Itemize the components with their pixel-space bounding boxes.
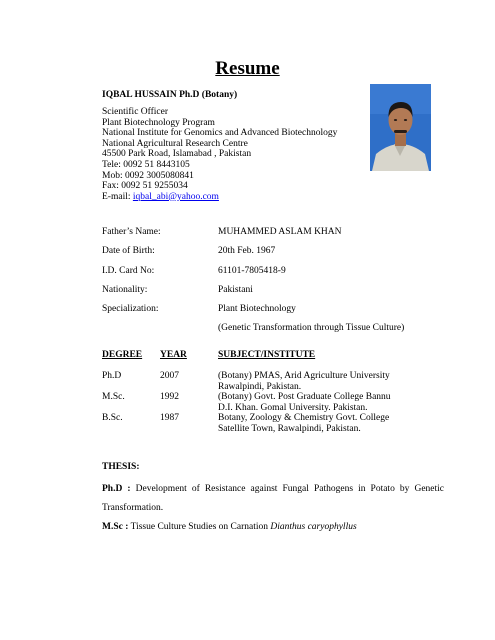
contact-block (102, 107, 337, 202)
email-line (102, 192, 337, 203)
msc-thesis-species: Dianthus caryophyllus (270, 522, 357, 532)
father-name-value: MUHAMMED ASLAM KHAN (218, 227, 342, 237)
specialization-value: Plant Biotechnology (218, 304, 296, 315)
subject-header: SUBJECT/INSTITUTE (218, 350, 316, 360)
address-line: 45500 Park Road, Islamabad , Pakistan (102, 149, 252, 160)
fax-line: Fax: 0092 51 9255034 (102, 181, 188, 192)
institute-cell (218, 392, 391, 413)
institute-line: Satellite Town, Rawalpindi, Pakistan. (218, 423, 361, 434)
specialization-detail-value: (Genetic Transformation through Tissue Culture) (218, 323, 405, 334)
institute-line: National Institute for Genomics and Advanced Biotechnology (102, 128, 338, 139)
thesis-heading: THESIS: (102, 462, 140, 472)
institute-line: Botany, Zoology & Chemistry Govt. College (218, 413, 390, 423)
centre-line: National Agricultural Research Centre (102, 138, 248, 149)
thesis-section (102, 480, 444, 537)
phd-thesis-text: Development of Resistance against Fungal Pathogens in Potato by Genetic Transformation. (102, 484, 444, 513)
nationality-value: Pakistani (218, 284, 253, 295)
institute-line: D.I. Khan. Gomal University. Pakistan. (218, 402, 368, 413)
institute-cell (218, 413, 389, 434)
email-label: E-mail: (102, 191, 133, 202)
profile-photo (370, 84, 431, 171)
year-cell: 1992 (160, 392, 179, 402)
specialization-label: Specialization: (102, 304, 159, 315)
mobile-line: Mob: 0092 3005080841 (102, 170, 194, 181)
year-header: YEAR (160, 350, 187, 360)
year-cell: 2007 (160, 371, 179, 381)
year-cell: 1987 (160, 413, 179, 423)
father-name-label: Father’s Name: (102, 227, 161, 237)
institute-line: (Botany) PMAS, Arid Agriculture University (218, 371, 390, 381)
degree-cell: B.Sc. (102, 413, 123, 423)
msc-thesis-text: Tissue Culture Studies on Carnation (128, 522, 271, 532)
id-card-label: I.D. Card No: (102, 265, 155, 276)
program-line: Plant Biotechnology Program (102, 117, 215, 128)
email-link[interactable]: iqbal_abi@yahoo.com (132, 191, 219, 202)
dob-label: Date of Birth: (102, 246, 155, 257)
telephone-line: Tele: 0092 51 8443105 (102, 159, 190, 170)
id-card-value: 61101-7805418-9 (218, 265, 286, 276)
job-title: Scientific Officer (102, 107, 169, 117)
dob-value: 20th Feb. 1967 (218, 246, 276, 257)
phd-thesis (102, 480, 444, 518)
nationality-label: Nationality: (102, 284, 148, 295)
degree-header: DEGREE (102, 350, 143, 360)
institute-line: (Botany) Govt. Post Graduate College Bannu (218, 392, 391, 402)
phd-thesis-label: Ph.D : (102, 484, 131, 494)
msc-thesis-label: M.Sc : (102, 522, 129, 532)
degree-cell: M.Sc. (102, 392, 125, 402)
institute-cell (218, 371, 390, 392)
resume-title: Resume (215, 58, 280, 79)
candidate-name: IQBAL HUSSAIN Ph.D (Botany) (102, 90, 238, 100)
degree-cell: Ph.D (102, 371, 122, 381)
msc-thesis (102, 518, 444, 537)
institute-line: Rawalpindi, Pakistan. (218, 381, 302, 392)
